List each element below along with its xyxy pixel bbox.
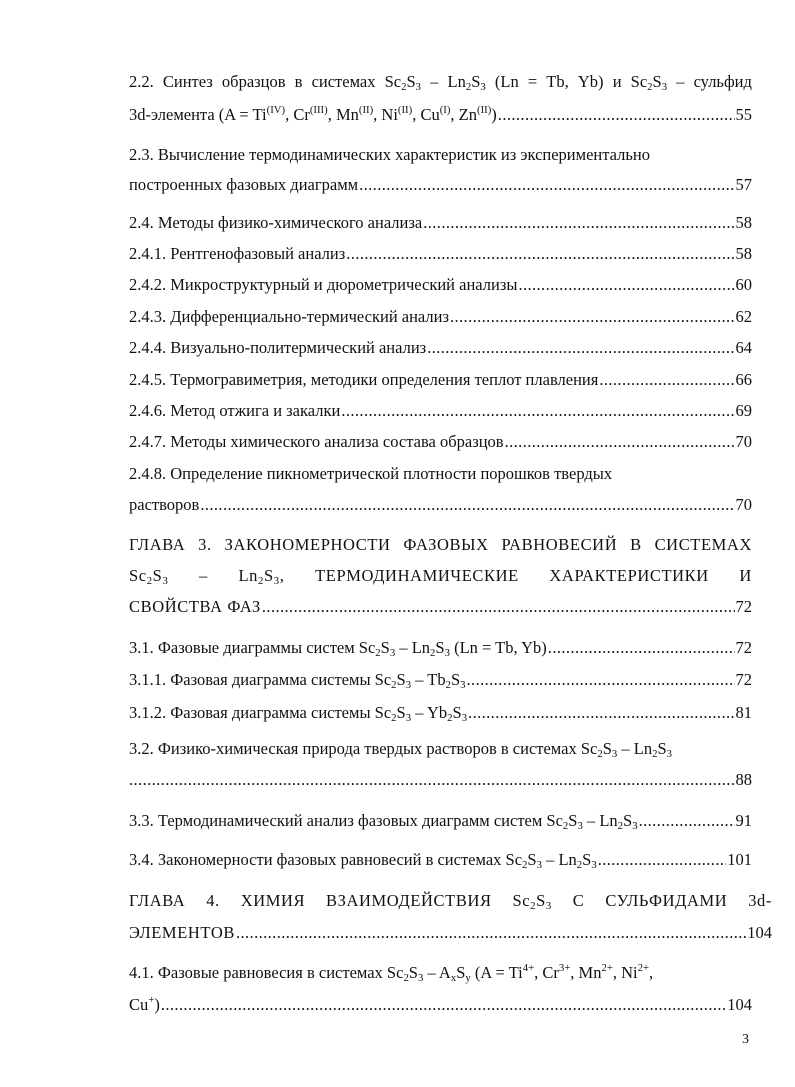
toc-entry-text: Cu+) ..... 104: [129, 995, 752, 1015]
toc-page-number: 66: [735, 370, 752, 389]
toc-page-number: 81: [735, 703, 752, 722]
toc-entry-text: 3.4. Закономерности фазовых равновесий в системах $Sc_2S_3 - Ln_2S_3$ ..... 101: [129, 850, 752, 870]
toc-entry-text: СВОЙСТВА ФАЗ ..... 72: [129, 597, 752, 617]
toc-page-number: 72: [735, 597, 752, 616]
toc-entry-text: 3d-элемента ($A = Ti^{(IV)}$, $Cr^{(III)}$, $Mn^{(II)}$, $Ni^{(II)}$, $Cu^{(I)}$, $Zn^{(II)}$) ..... 55: [129, 105, 752, 125]
toc-page-number: 70: [735, 432, 752, 451]
toc-entry-text: $Sc_2S_3$ – $Ln_2S_3$, ТЕРМОДИНАМИЧЕСКИЕ ХАРАКТЕРИСТИКИ И: [129, 566, 752, 588]
toc-entry-text: 3.1. Фазовые диаграммы систем $Sc_2S_3 - Ln_2S_3$ (Ln = Tb, Yb) ..... 72: [129, 638, 752, 658]
toc-entry-text: 2.4.1. Рентгенофазовый анализ ..... 58: [129, 244, 752, 264]
toc-entry-text: ГЛАВА 4. ХИМИЯ ВЗАИМОДЕЙСТВИЯ $Sc_2S_3$ С СУЛЬФИДАМИ 3d-: [129, 891, 772, 913]
toc-entry-text: 2.4.2. Микроструктурный и дюрометрический анализы ..... 60: [129, 275, 752, 295]
toc-entry-text: 3.2. Физико-химическая природа твердых растворов в системах $Sc_2S_3 - Ln_2S_3$: [129, 739, 672, 761]
toc-entry-text: 2.4.7. Методы химического анализа состава образцов ..... 70: [129, 432, 752, 452]
toc-page-number: 55: [735, 105, 752, 124]
toc-page-number: 58: [735, 213, 752, 232]
toc-page-number: 72: [735, 670, 752, 689]
toc-entry-text: ГЛАВА 3. ЗАКОНОМЕРНОСТИ ФАЗОВЫХ РАВНОВЕСИЙ В СИСТЕМАХ: [129, 535, 752, 554]
toc-entry-text: 4.1. Фазовые равновесия в системах $Sc_2S_3 - A_xS_y$ ($A = Ti^{4+}$, $Cr^{3+}$, $Mn^{2+}$, $Ni^{2+}$,: [129, 962, 654, 985]
toc-entry-text: 2.2. Синтез образцов в системах $Sc_2S_3$ – $Ln_2S_3$ (Ln = Tb, Yb) и $Sc_2S_3$ – сульфид: [129, 72, 752, 94]
toc-page-number: 62: [735, 307, 752, 326]
toc-entry-text: растворов ..... 70: [129, 495, 752, 515]
page-number: 3: [742, 1032, 749, 1047]
toc-entry-text: 2.4.6. Метод отжига и закалки ..... 69: [129, 401, 752, 421]
toc-entry-text: 3.3. Термодинамический анализ фазовых диаграмм систем $Sc_2S_3 - Ln_2S_3$ ..... 91: [129, 811, 752, 831]
toc-entry-text: 2.3. Вычисление термодинамических характеристик из экспериментально: [129, 145, 650, 164]
toc-entry-text: 3.1.2. Фазовая диаграмма системы $Sc_2S_3 - Yb_2S_3$ ..... 81: [129, 703, 752, 723]
toc-entry-text: ЭЛЕМЕНТОВ ..... 104: [129, 923, 772, 943]
toc-page-number: 70: [735, 495, 752, 514]
toc-page-number: 91: [735, 811, 752, 830]
toc-page-number: 101: [727, 850, 752, 869]
toc-entry-text: 2.4.8. Определение пикнометрической плотности порошков твердых: [129, 464, 613, 483]
toc-entry-text: [129, 770, 752, 790]
toc-page-number: 72: [735, 638, 752, 657]
toc-entry-text: 2.4.4. Визуально-политермический анализ ..... 64: [129, 338, 752, 358]
toc-entry-text: 2.4.5. Термогравиметрия, методики определения теплот плавления ..... 66: [129, 370, 752, 390]
toc-page-number: 60: [735, 275, 752, 294]
toc-page-number: 58: [735, 244, 752, 263]
toc-page-number: 69: [735, 401, 752, 420]
toc-page-number: 88: [735, 770, 752, 789]
toc-page-number: 104: [747, 923, 772, 942]
toc-entry-text: построенных фазовых диаграмм ..... 57: [129, 175, 752, 195]
toc-entry-text: 2.4.3. Дифференциально-термический анализ ..... 62: [129, 307, 752, 327]
toc-page-number: 57: [735, 175, 752, 194]
toc-entry-text: 2.4. Методы физико-химического анализа ..... 58: [129, 213, 752, 233]
toc-page-number: 104: [727, 995, 752, 1014]
toc-page-number: 64: [735, 338, 752, 357]
toc-entry-text: 3.1.1. Фазовая диаграмма системы $Sc_2S_3 - Tb_2S_3$ ..... 72: [129, 670, 752, 690]
